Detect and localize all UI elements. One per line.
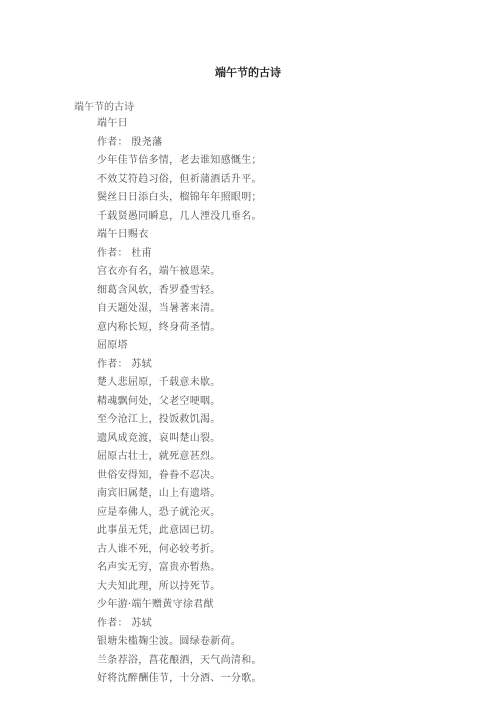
verse-line: 精魂飘何处，父老空哽咽。 [97,395,221,407]
verse-line: 至今沧江上，投饭救饥渴。 [97,414,221,425]
verse-line: 世俗安得知，眷眷不忍决。 [97,469,221,481]
verse-line: 屈原古壮士，就死意甚烈。 [97,451,221,462]
author-line: 作者： 殷尧藩 [97,136,163,148]
document-title: 端午节的古诗 [215,66,281,79]
verse-line: 楚人悲屈原，千载意未歇。 [97,377,221,388]
author-line: 作者： 苏轼 [97,617,152,629]
author-line: 作者： 杜甫 [97,247,152,259]
verse-line: 应是奉佛人，恐子就沦灭。 [97,506,221,518]
poem-title-line: 少年游·端午赠黄守徐君猷 [97,599,214,610]
verse-line: 大夫知此理，所以持死节。 [97,580,221,592]
verse-line: 兰条荐浴，菖花酿酒，天气尚清和。 [97,654,262,666]
verse-line: 遗风成竞渡，哀叫楚山裂。 [97,432,221,444]
verse-line: 少年佳节倍多情，老去谁知感慨生； [97,155,262,166]
author-line: 作者： 苏轼 [97,358,152,370]
verse-line: 古人谁不死，何必较考折。 [97,543,221,555]
section-heading: 端午节的古诗 [74,102,134,113]
verse-line: 此事虽无凭，此意固已切。 [97,525,221,536]
verse-line: 鬓丝日日添白头，榴锦年年照眼明； [97,192,262,203]
verse-line: 名声实无穷，富贵亦暂热。 [97,562,221,573]
verse-line: 南宾旧属楚，山上有遗塔。 [97,488,221,499]
verse-line: 银塘朱槛麹尘波。圆绿卷新荷。 [97,636,242,647]
poem-title-line: 屈原塔 [97,340,128,351]
poem-lines [97,115,262,689]
verse-line: 宫衣亦有名，端午被恩荣。 [97,266,221,277]
verse-line: 自天题处湿，当暑著来清。 [97,303,221,314]
poem-title-line: 端午日 [97,118,128,129]
poem-title-line: 端午日赐衣 [97,229,149,240]
verse-line: 细葛含风软，香罗叠雪轻。 [97,284,221,296]
verse-line: 不效艾符趋习俗，但祈蒲酒话升平。 [97,173,262,185]
verse-line: 好将沈醉酬佳节，十分酒、一分歌。 [97,673,262,684]
verse-line: 意内称长短，终身荷圣情。 [97,321,221,333]
verse-line: 千载贤愚同瞬息，几人湮没几垂名。 [97,210,262,222]
